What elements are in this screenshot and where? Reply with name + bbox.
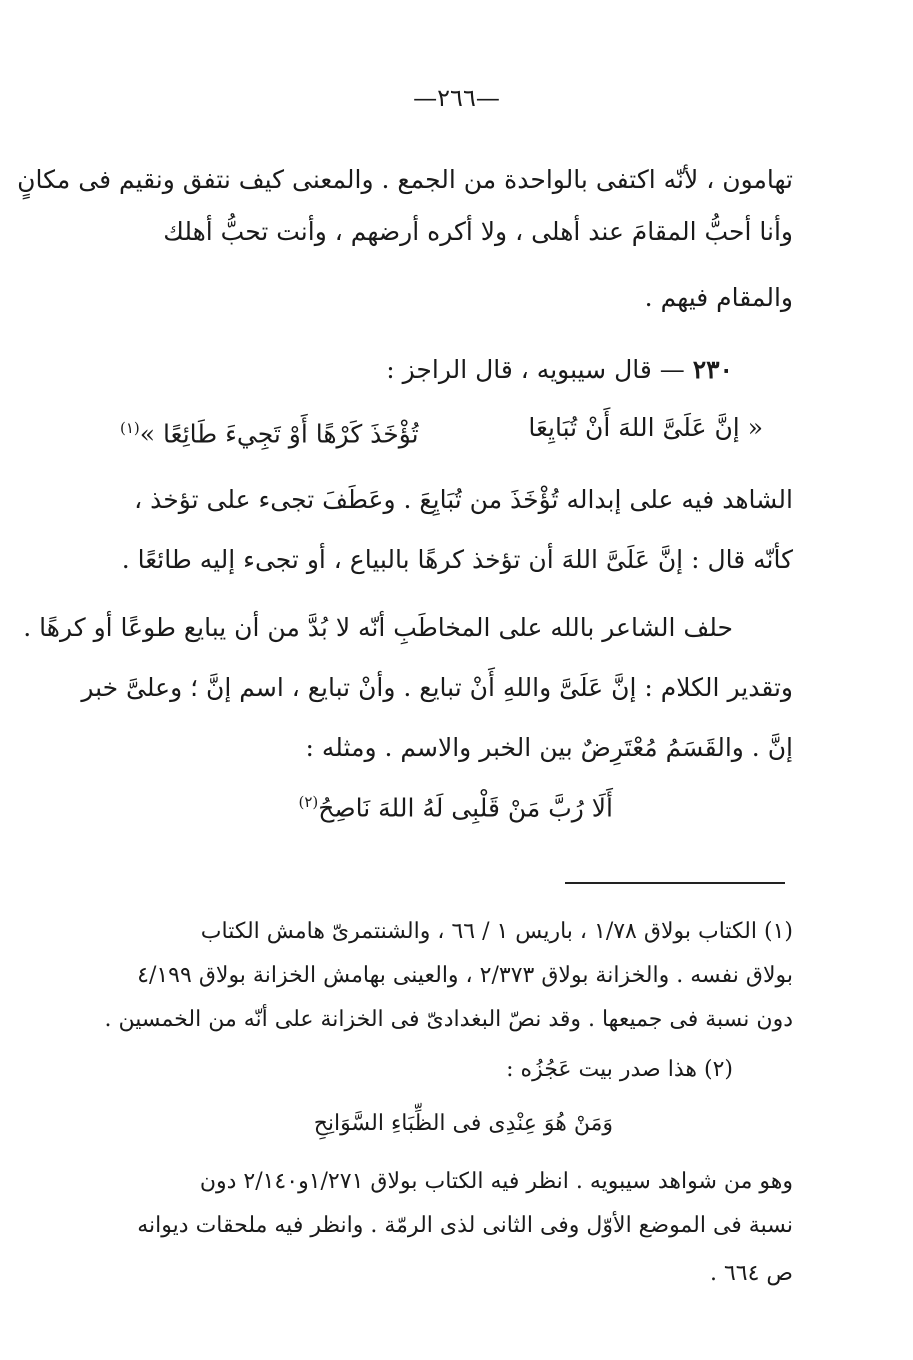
- footnote-verse: وَمَنْ هُوَ عِنْدِى فى الظِّبَاءِ السَّوَانِحِ: [313, 1111, 613, 1136]
- body-line: تهامون ، لأنّه اكتفى بالواحدة من الجمع . والمعنى كيف نتفق ونقيم فى مكانٍ: [17, 165, 793, 194]
- page-number: —٢٦٦—: [413, 84, 500, 112]
- footnote-ref: (١): [120, 419, 140, 437]
- footnote-line: (٢) هذا صدر بيت عَجُزُه :: [506, 1057, 733, 1082]
- footnote-line: وهو من شواهد سيبويه . انظر فيه الكتاب بولاق ١/٢٧١و٢/١٤٠ دون: [199, 1169, 793, 1194]
- entry-heading: [386, 350, 733, 390]
- footnote-line: (١) الكتاب بولاق ١/٧٨ ، باريس ١ / ٦٦ ، والشنتمرىّ هامش الكتاب: [200, 919, 793, 944]
- body-line: والمقام فيهم .: [644, 283, 793, 312]
- verse-line: [298, 782, 613, 828]
- body-line: كأنّه قال : إنَّ عَلَىَّ اللهَ أن تؤخذ كرهًا بالبياع ، أو تجىء إليه طائعًا .: [121, 545, 793, 574]
- body-line: حلف الشاعر بالله على المخاطَبِ أنّه لا بُدَّ من أن يبايع طوعًا أو كرهًا .: [23, 613, 733, 642]
- footnote-line: بولاق نفسه . والخزانة بولاق ٢/٣٧٣ ، والعينى بهامش الخزانة بولاق ٤/١٩٩: [137, 963, 793, 988]
- footnote-line: ص ٦٦٤ .: [709, 1261, 793, 1286]
- body-line: الشاهد فيه على إبداله تُؤْخَذَ من تُبَايِعَ . وعَطَفَ تجىء على تؤخذ ،: [134, 485, 793, 514]
- body-line: وأنا أحبُّ المقامَ عند أهلى ، ولا أكره أرضهم ، وأنت تحبُّ أهلك: [163, 217, 793, 246]
- entry-intro: — قال سيبويه ، قال الراجز :: [386, 355, 685, 384]
- verse-text: أَلَا رُبَّ مَنْ قَلْبِى لَهُ اللهَ نَاصِحُ: [318, 793, 613, 823]
- body-line: وتقدير الكلام : إنَّ عَلَىَّ واللهِ أَنْ تبايع . وأنْ تبايع ، اسم إنَّ ؛ وعلىَّ خبر: [81, 673, 793, 702]
- footnote-separator: [565, 882, 785, 884]
- verse-hemistich-a: « إنَّ عَلَىَّ اللهَ أَنْ تُبَايِعَا: [528, 413, 763, 442]
- footnote-line: دون نسبة فى جميعها . وقد نصّ البغدادىّ فى الخزانة على أنّه من الخمسين .: [104, 1007, 793, 1032]
- footnote-ref: (٢): [298, 793, 319, 811]
- verse-hemistich-b: [120, 408, 419, 454]
- footnote-line: نسبة فى الموضع الأوّل وفى الثانى لذى الرمّة . وانظر فيه ملحقات ديوانه: [137, 1213, 793, 1238]
- verse-hemistich-b-text: تُؤْخَذَ كَرْهًا أَوْ تَجِيءَ طَائِعًا »: [139, 419, 419, 449]
- entry-number: ٢٣٠: [692, 355, 733, 384]
- body-line: إنَّ . والقَسَمُ مُعْتَرِضٌ بين الخبر والاسم . ومثله :: [305, 733, 793, 762]
